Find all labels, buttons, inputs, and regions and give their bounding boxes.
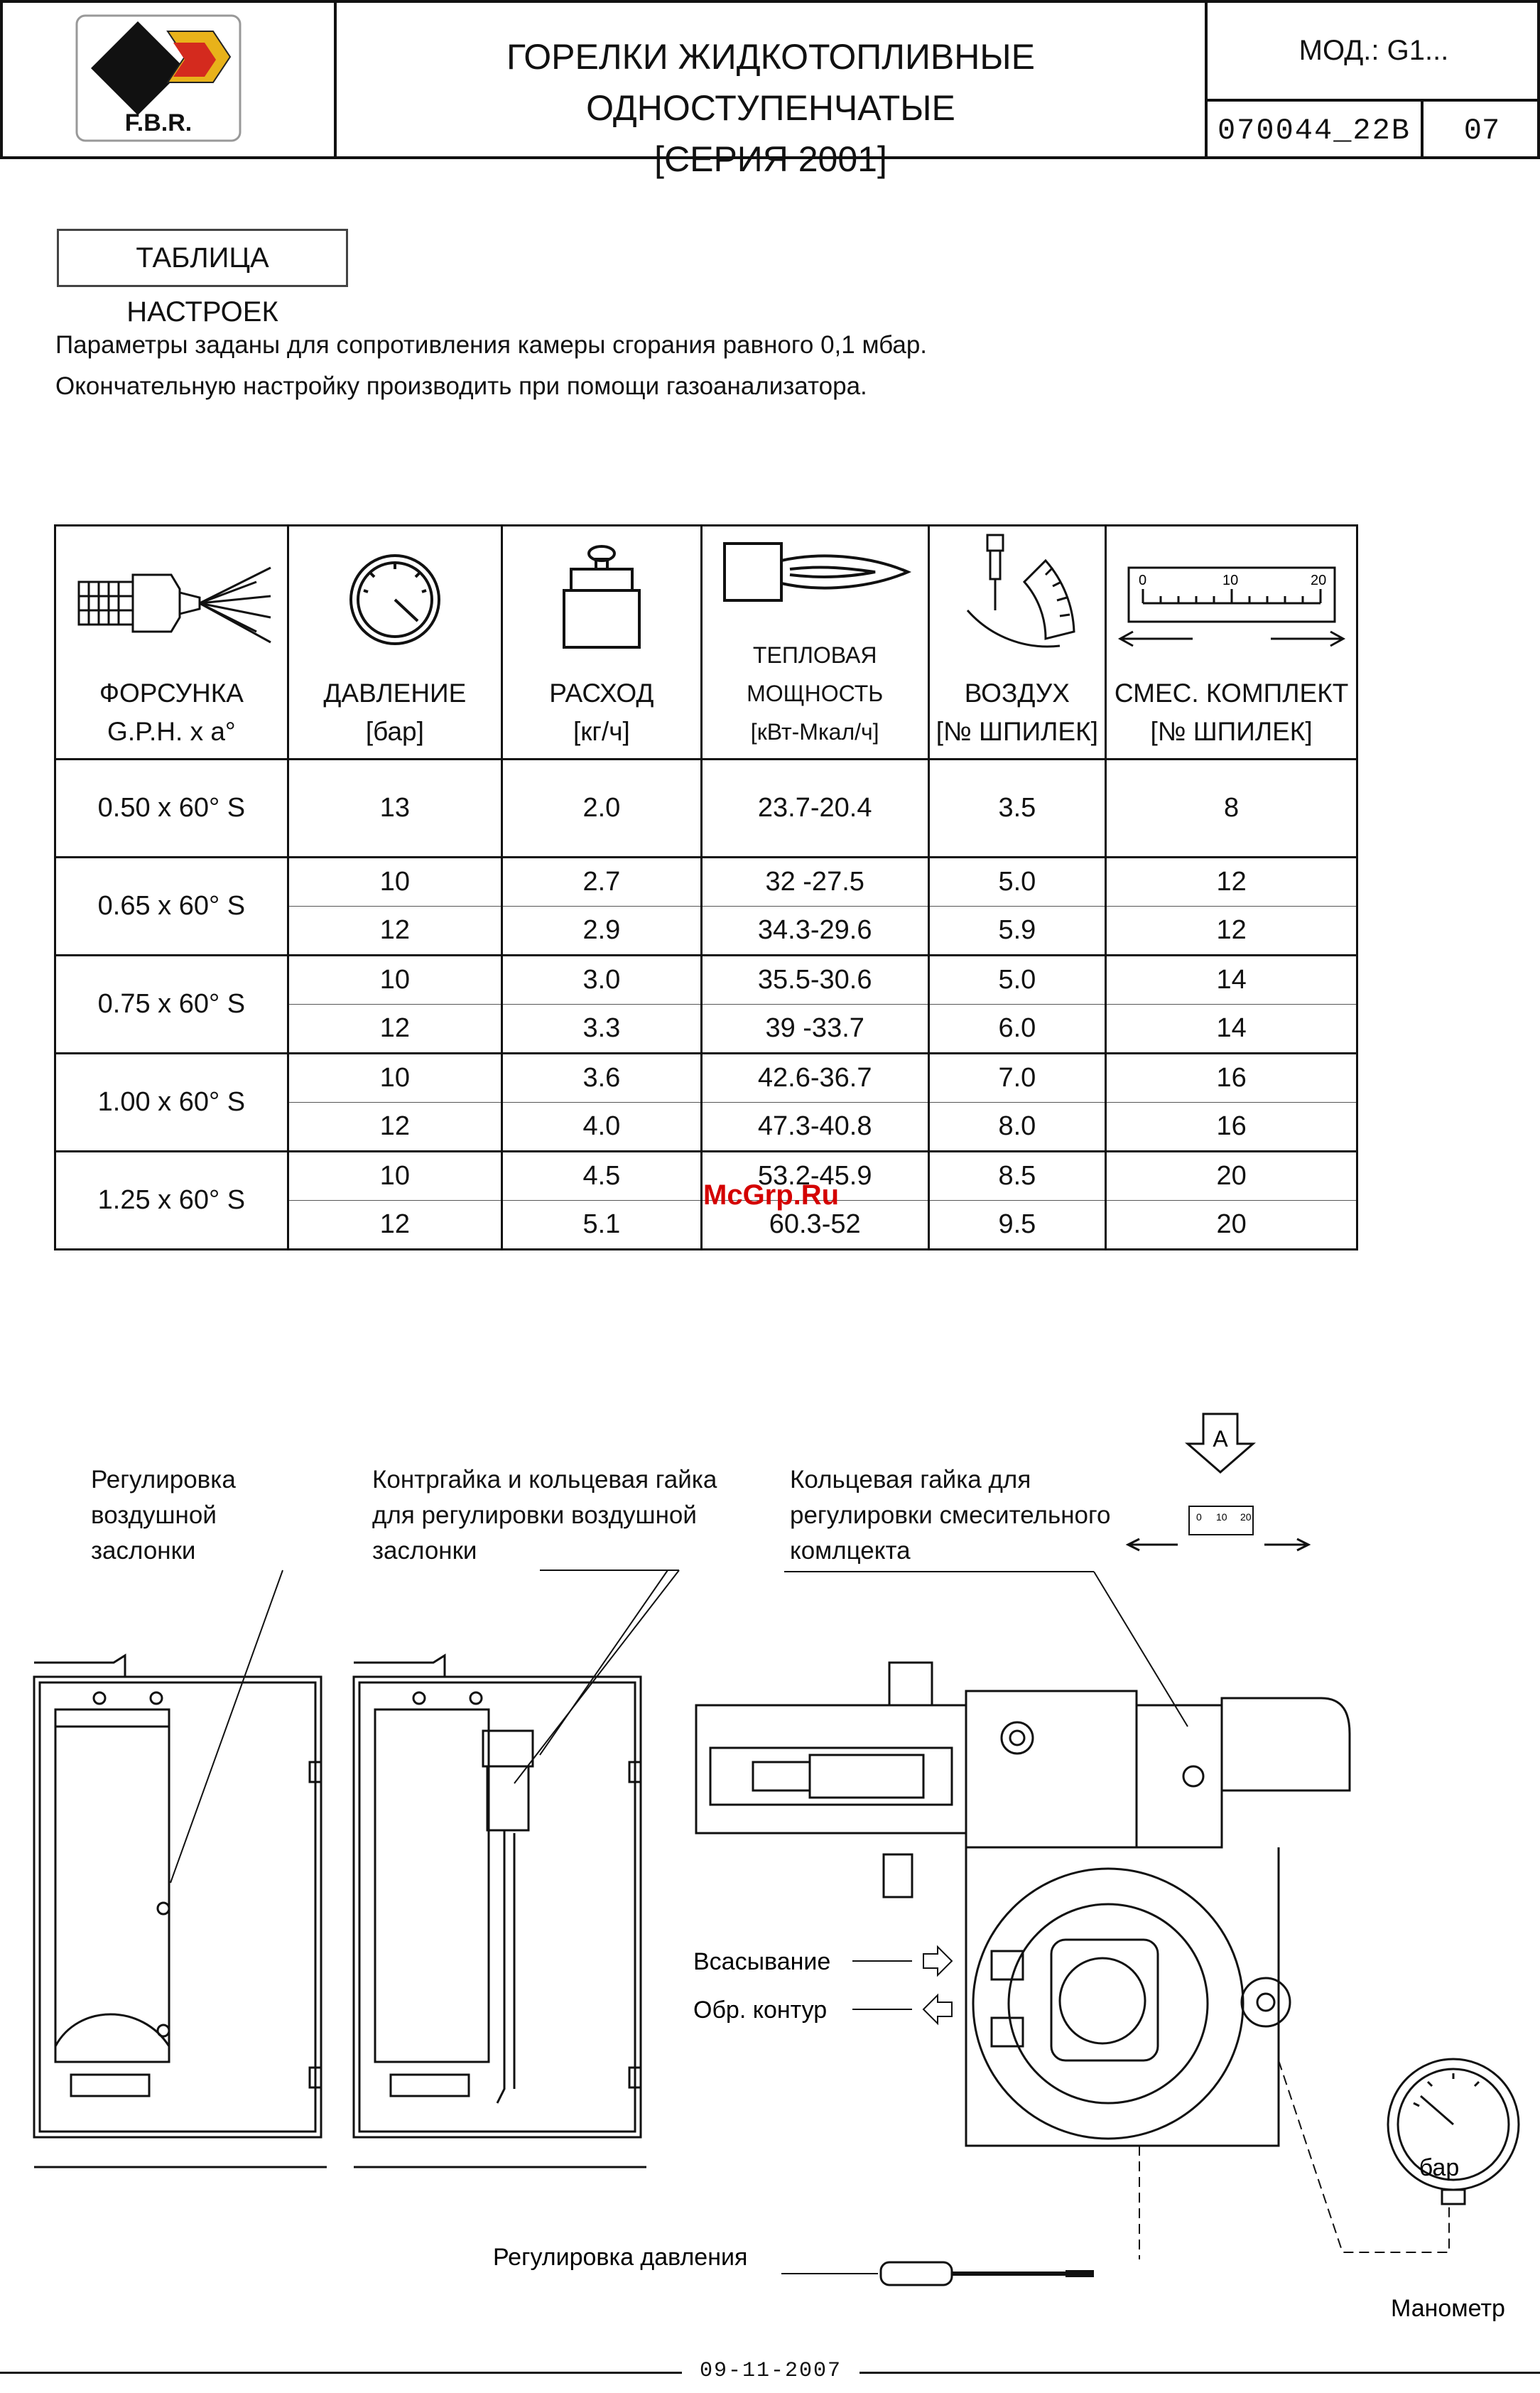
- mix-cell: 16: [1106, 1054, 1357, 1103]
- section-title: ТАБЛИЦА НАСТРОЕК: [57, 229, 348, 287]
- pressure-cell: 12: [288, 1005, 501, 1054]
- header-power-l1: ТЕПЛОВАЯ МОЩНОСТЬ: [747, 642, 884, 706]
- header-mix-l2: [№ ШПИЛЕК]: [1150, 717, 1313, 746]
- header-mix-l1: СМЕС. КОМПЛЕКТ: [1114, 679, 1349, 708]
- view-a-letter: A: [1213, 1426, 1228, 1452]
- air-cell: 8.5: [928, 1152, 1106, 1201]
- diagram-scale-tick-10: 10: [1216, 1511, 1227, 1523]
- air-cell: 9.5: [928, 1201, 1106, 1250]
- pressure-cell: 12: [288, 1103, 501, 1152]
- flow-cell: 4.0: [501, 1103, 701, 1152]
- pressure-cell: 10: [288, 858, 501, 907]
- gauge-unit: бар: [1419, 2154, 1460, 2181]
- title-line1: ГОРЕЛКИ ЖИДКОТОПЛИВНЫЕ ОДНОСТУПЕНЧАТЫЕ: [506, 37, 1035, 128]
- diagram-scale-tick-0: 0: [1196, 1511, 1202, 1523]
- header-title: [337, 3, 1208, 179]
- power-cell: 35.5-30.6: [701, 956, 928, 1005]
- table-row: [55, 760, 1357, 858]
- air-cell: 6.0: [928, 1005, 1106, 1054]
- pressure-cell: 12: [288, 1201, 501, 1250]
- air-cell: 7.0: [928, 1054, 1106, 1103]
- flow-cell: 3.0: [501, 956, 701, 1005]
- table-row: [55, 1054, 1357, 1103]
- power-cell: 39 -33.7: [701, 1005, 928, 1054]
- power-cell: 42.6-36.7: [701, 1054, 928, 1103]
- nozzle-icon: [65, 553, 278, 653]
- header-flow-l1: РАСХОД: [549, 679, 654, 708]
- nozzle-cell: 0.75 x 60° S: [55, 956, 288, 1054]
- flow-cell: 5.1: [501, 1201, 701, 1250]
- air-cell: 5.0: [928, 858, 1106, 907]
- air-cell: 8.0: [928, 1103, 1106, 1152]
- pressure-cell: 13: [288, 760, 501, 858]
- note-2: Окончательную настройку производить при помощи газоанализатора.: [55, 372, 867, 400]
- mix-scale-tick-10: 10: [1222, 573, 1238, 588]
- header-air: [928, 526, 1106, 760]
- label-manometer: Манометр: [1391, 2295, 1505, 2322]
- mix-cell: 14: [1106, 1005, 1357, 1054]
- power-cell: 53.2-45.9: [701, 1152, 928, 1201]
- footer-date: 09-11-2007: [682, 2359, 860, 2383]
- header-flow-l2: [кг/ч]: [573, 717, 630, 746]
- label-locknut: Контргайка и кольцевая гайка для регулировки воздушной заслонки: [372, 1466, 717, 1565]
- flow-cell: 2.9: [501, 907, 701, 956]
- flow-cell: 2.0: [501, 760, 701, 858]
- flow-cell: 3.6: [501, 1054, 701, 1103]
- air-damper-icon: [946, 532, 1088, 653]
- header-nozzle-l1: ФОРСУНКА: [99, 679, 244, 708]
- nozzle-cell: 1.00 x 60° S: [55, 1054, 288, 1152]
- mix-cell: 8: [1106, 760, 1357, 858]
- pressure-cell: 12: [288, 907, 501, 956]
- table-row: [55, 858, 1357, 907]
- label-air-damper: Регулировка воздушной заслонки: [91, 1466, 236, 1565]
- pressure-cell: 10: [288, 1152, 501, 1201]
- weight-icon: [555, 539, 648, 653]
- fbr-logo: [3, 3, 334, 156]
- document-header: [0, 0, 1540, 179]
- header-air-l1: ВОЗДУХ: [964, 679, 1070, 708]
- mix-cell: 12: [1106, 907, 1357, 956]
- mix-scale-icon: [1115, 561, 1349, 653]
- header-power-l2: [кВт-Мкал/ч]: [750, 719, 879, 745]
- flow-cell: 2.7: [501, 858, 701, 907]
- power-cell: 32 -27.5: [701, 858, 928, 907]
- model-label: МОД.: G1...: [1208, 3, 1540, 102]
- flow-cell: 4.5: [501, 1152, 701, 1201]
- watermark: McGrp.Ru: [703, 1179, 840, 1211]
- header-nozzle: [55, 526, 288, 760]
- air-cell: 5.9: [928, 907, 1106, 956]
- header-pressure-l2: [бар]: [365, 717, 424, 746]
- flow-cell: 3.3: [501, 1005, 701, 1054]
- mix-scale-tick-0: 0: [1138, 573, 1146, 588]
- header-pressure: [288, 526, 501, 760]
- nozzle-cell: 0.50 x 60° S: [55, 760, 288, 858]
- page-number: 07: [1463, 114, 1500, 148]
- logo-text: F.B.R.: [124, 109, 192, 136]
- pressure-cell: 10: [288, 956, 501, 1005]
- pressure-gauge-icon: [338, 546, 452, 653]
- header-flow: [501, 526, 701, 760]
- model-cell: [1208, 3, 1540, 156]
- label-return: Обр. контур: [693, 1997, 828, 2024]
- label-suction: Всасывание: [693, 1948, 831, 1975]
- power-cell: 34.3-29.6: [701, 907, 928, 956]
- header-nozzle-l2: G.P.H. x a°: [107, 717, 236, 746]
- table-header-row: [55, 526, 1357, 760]
- nozzle-cell: 1.25 x 60° S: [55, 1152, 288, 1250]
- header-air-l2: [№ ШПИЛЕК]: [936, 717, 1098, 746]
- table-row: [55, 956, 1357, 1005]
- mix-cell: 16: [1106, 1103, 1357, 1152]
- mix-scale-tick-20: 20: [1310, 573, 1326, 588]
- burner-body: [696, 1663, 1350, 2146]
- header-mix: [1106, 526, 1357, 760]
- side-view-right: [354, 1655, 646, 2167]
- power-cell: 23.7-20.4: [701, 760, 928, 858]
- header-power: [701, 526, 928, 760]
- mix-cell: 14: [1106, 956, 1357, 1005]
- nozzle-cell: 0.65 x 60° S: [55, 858, 288, 956]
- settings-table: [54, 524, 1358, 1250]
- burner-diagram: [0, 1393, 1540, 2345]
- flame-icon: [712, 529, 918, 615]
- note-1: Параметры заданы для сопротивления камеры сгорания равного 0,1 мбар.: [55, 331, 928, 359]
- air-cell: 5.0: [928, 956, 1106, 1005]
- power-cell: 60.3-52: [701, 1201, 928, 1250]
- diagram-scale-tick-20: 20: [1240, 1511, 1252, 1523]
- side-view-left: [34, 1655, 327, 2167]
- mix-cell: 20: [1106, 1152, 1357, 1201]
- header-pressure-l1: ДАВЛЕНИЕ: [323, 679, 467, 708]
- mix-cell: 12: [1106, 858, 1357, 907]
- mix-cell: 20: [1106, 1201, 1357, 1250]
- logo-cell: [3, 3, 337, 156]
- title-line2: [СЕРИЯ 2001]: [654, 139, 887, 179]
- label-ring-nut: Кольцевая гайка для регулировки смесительного комлцекта: [790, 1466, 1111, 1565]
- label-pressure-adjust: Регулировка давления: [493, 2244, 748, 2271]
- pressure-cell: 10: [288, 1054, 501, 1103]
- doc-code: 070044_22B: [1208, 102, 1424, 156]
- power-cell: 47.3-40.8: [701, 1103, 928, 1152]
- air-cell: 3.5: [928, 760, 1106, 858]
